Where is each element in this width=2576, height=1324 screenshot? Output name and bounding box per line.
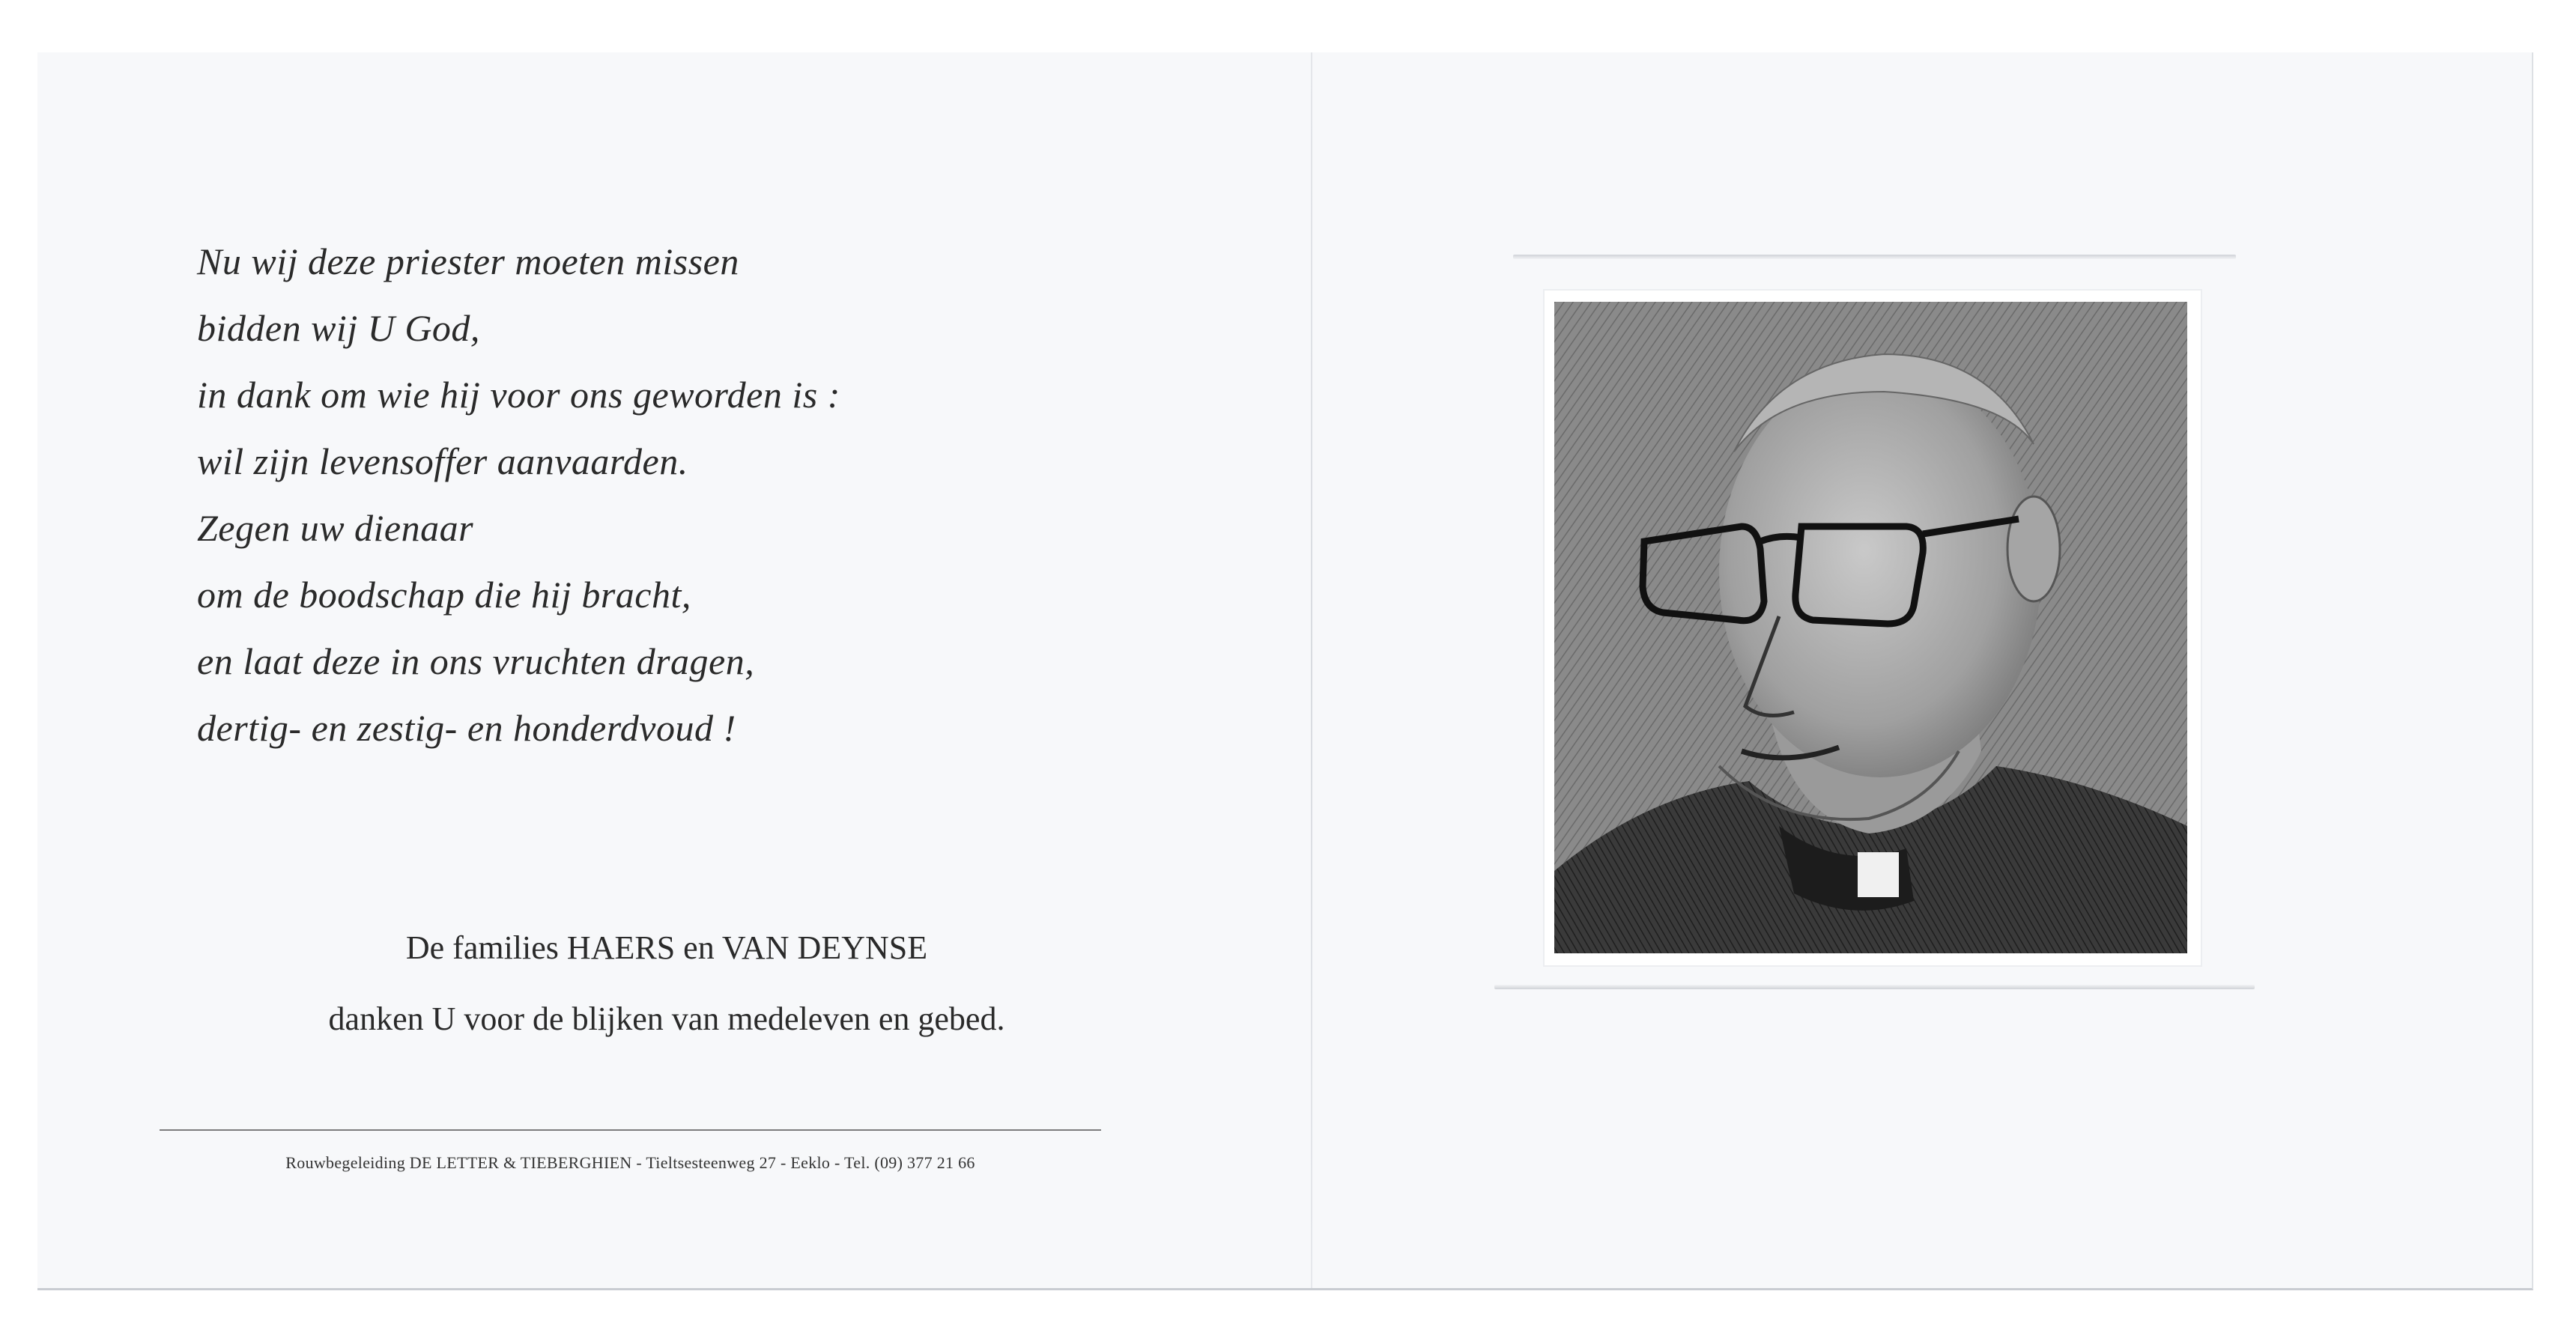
poem-line: Zegen uw dienaar [197,507,474,549]
poem-line: in dank om wie hij voor ons geworden is : [197,374,840,416]
poem-line: om de boodschap die hij bracht, [197,574,691,616]
portrait-image [1554,302,2187,953]
poem-line: dertig- en zestig- en honderdvoud ! [197,707,736,749]
thanks-line: danken U voor de blijken van medeleven en gebed. [328,1000,1005,1037]
prayer-poem [197,228,840,762]
poem-line: Nu wij deze priester moeten missen [197,240,739,282]
families-line: De families HAERS en VAN DEYNSE [405,929,928,966]
embossed-frame-top [1513,255,2236,259]
poem-line: bidden wij U God, [197,307,480,349]
priest-portrait-icon [1554,302,2187,953]
footer-divider [160,1129,1101,1131]
funeral-home-footer: Rouwbegeleiding DE LETTER & TIEBERGHIEN - Tieltsesteenweg 27 - Eeklo - Tel. (09) 377 21 66 [285,1153,975,1172]
poem-line: en laat deze in ons vruchten dragen, [197,640,755,682]
embossed-frame-bottom [1494,985,2255,989]
poem-line: wil zijn levensoffer aanvaarden. [197,440,688,482]
card-fold-line [1311,52,1312,1288]
